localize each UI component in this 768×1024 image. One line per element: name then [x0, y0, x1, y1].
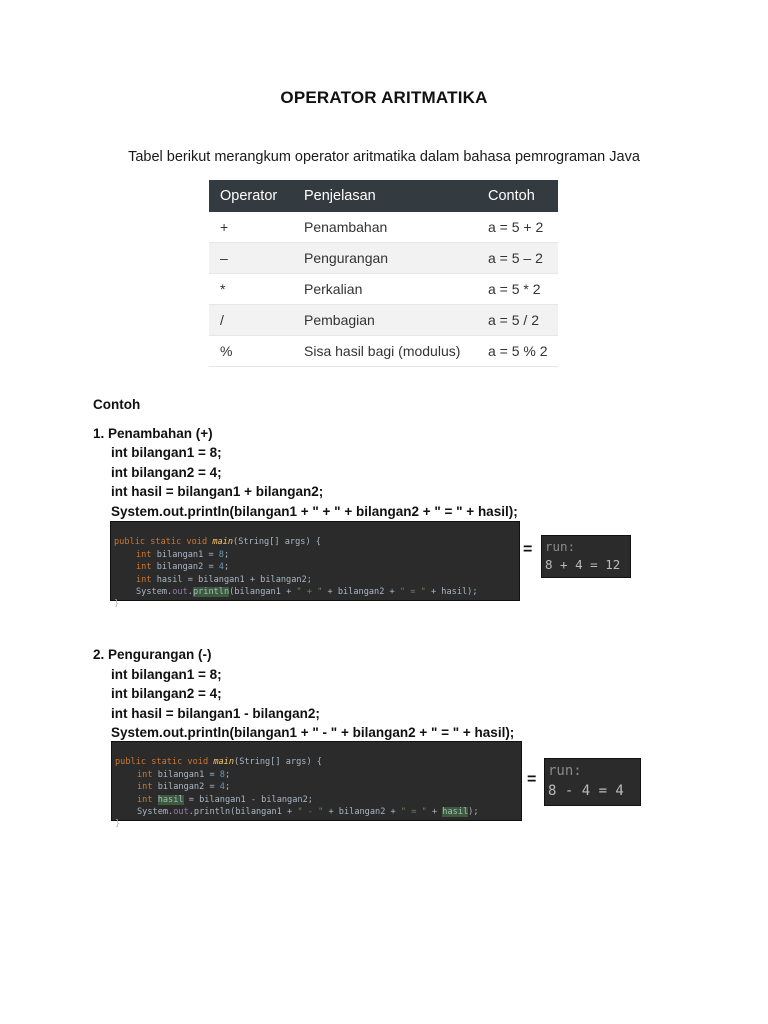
example-section [93, 395, 518, 521]
code-token: int [136, 574, 157, 585]
code-token: println [192, 587, 230, 598]
run-result: 8 - 4 = 4 [548, 783, 624, 799]
example-line: int bilangan1 = 8; [111, 445, 222, 460]
table-row [209, 243, 558, 274]
example-line: int bilangan2 = 4; [111, 464, 222, 480]
table-row [209, 336, 558, 367]
section-label: Contoh [93, 397, 141, 412]
example-line: System.out.println(bilangan1 + " + " + bilangan2 + " = " + hasil); [111, 503, 518, 519]
code-token: " = " [400, 807, 427, 818]
code-token: (bilangan1 + [229, 587, 297, 598]
code-token: } [115, 819, 121, 830]
cell-penjelasan: Perkalian [293, 274, 477, 305]
cell-operator: / [209, 305, 293, 336]
code-token: int [137, 794, 158, 805]
run-label: run: [548, 763, 582, 779]
run-output [541, 535, 631, 578]
column-header-contoh: Contoh [477, 180, 558, 212]
run-output [544, 758, 641, 806]
code-screenshot [110, 521, 520, 610]
code-token: (String[] args) { [233, 537, 321, 548]
code-token: bilangan2 = [156, 562, 219, 573]
table-row [209, 305, 558, 336]
code-token: ; [224, 769, 231, 780]
equals-sign: = [523, 541, 533, 558]
code-token: main [213, 757, 235, 768]
example-line: int hasil = bilangan1 - bilangan2; [111, 705, 320, 721]
code-token: int [136, 549, 157, 560]
code-token: public static void [115, 757, 214, 768]
cell-penjelasan: Sisa hasil bagi (modulus) [293, 336, 477, 367]
code-token: out [172, 587, 188, 598]
example-line: System.out.println(bilangan1 + " - " + bilangan2 + " = " + hasil); [111, 725, 515, 740]
column-header-operator: Operator [209, 180, 293, 212]
table-header-row [209, 180, 558, 212]
cell-operator: % [209, 336, 293, 367]
example-line: int bilangan2 = 4; [111, 686, 222, 701]
code-screenshot [111, 741, 522, 830]
code-token: System. [137, 807, 174, 818]
code-token: int [136, 562, 157, 573]
cell-contoh: a = 5 * 2 [477, 274, 558, 305]
example-heading: 2. Pengurangan (-) [93, 647, 212, 662]
code-token: ); [468, 807, 479, 818]
cell-penjelasan: Pembagian [293, 305, 477, 336]
code-token: public static void [114, 537, 213, 548]
code-token: System. [136, 587, 173, 598]
example-line: int hasil = bilangan1 + bilangan2; [111, 484, 324, 499]
code-token: " = " [399, 587, 426, 598]
code-token: hasil [157, 794, 184, 805]
code-token: = bilangan1 - bilangan2; [183, 794, 313, 805]
code-token: out [173, 807, 189, 818]
example-line: int bilangan1 = 8; [111, 666, 222, 682]
code-token: ; [223, 549, 230, 560]
code-token: . [187, 587, 193, 598]
code-token: 4 [219, 782, 225, 793]
code-token: ; [223, 562, 230, 573]
code-token: ; [224, 782, 231, 793]
code-token: int [137, 769, 158, 780]
code-token: + [426, 807, 443, 818]
code-token: int [137, 782, 158, 793]
cell-contoh: a = 5 + 2 [477, 212, 558, 243]
code-token: (String[] args) { [234, 757, 322, 768]
code-token: 8 [218, 549, 224, 560]
run-label: run: [545, 539, 576, 554]
code-token: hasil [442, 807, 469, 818]
equals-sign: = [527, 771, 537, 788]
code-token: " + " [296, 587, 323, 598]
cell-operator: * [209, 274, 293, 305]
cell-contoh: a = 5 – 2 [477, 243, 558, 274]
code-token: + bilangan2 + [322, 587, 400, 598]
code-token: 4 [218, 562, 224, 573]
code-token: bilangan1 = [157, 769, 220, 780]
code-token: " - " [297, 807, 324, 818]
example-heading: 1. Penambahan (+) [93, 425, 213, 441]
code-token: } [114, 599, 120, 610]
code-token: + hasil); [425, 587, 478, 598]
code-token: 8 [219, 769, 225, 780]
cell-contoh: a = 5 % 2 [477, 336, 558, 367]
code-token: .println(bilangan1 + [188, 807, 298, 818]
cell-contoh: a = 5 / 2 [477, 305, 558, 336]
code-token: bilangan2 = [157, 782, 220, 793]
example-section [93, 645, 514, 743]
column-header-penjelasan: Penjelasan [293, 180, 477, 212]
code-token: bilangan1 = [156, 549, 219, 560]
code-token: + bilangan2 + [323, 807, 401, 818]
cell-operator: – [209, 243, 293, 274]
operator-table [209, 180, 558, 367]
cell-penjelasan: Pengurangan [293, 243, 477, 274]
cell-penjelasan: Penambahan [293, 212, 477, 243]
code-token: hasil = bilangan1 + bilangan2; [156, 574, 312, 585]
table-row [209, 212, 558, 243]
code-token: main [212, 537, 234, 548]
cell-operator: + [209, 212, 293, 243]
table-row [209, 274, 558, 305]
page-title: OPERATOR ARITMATIKA [280, 88, 488, 107]
run-result: 8 + 4 = 12 [545, 557, 621, 572]
intro-text: Tabel berikut merangkum operator aritmatika dalam bahasa pemrograman Java [128, 149, 640, 165]
